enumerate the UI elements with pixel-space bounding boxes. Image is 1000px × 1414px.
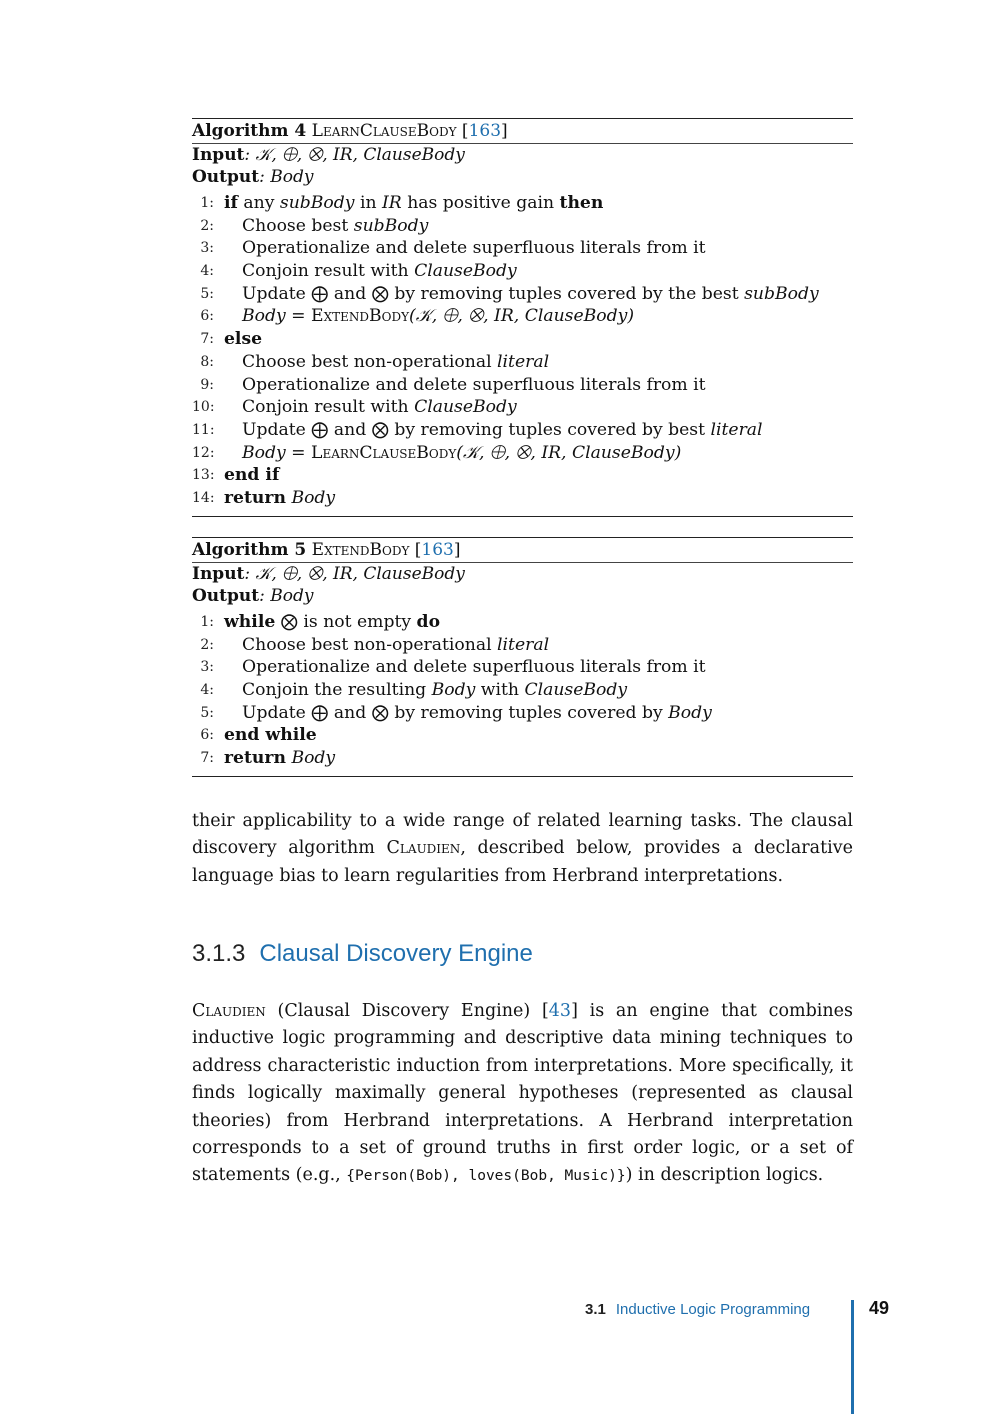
- ref-bracket: [: [414, 540, 422, 560]
- line-code: [242, 656, 706, 679]
- line-code: [224, 747, 335, 770]
- paragraph-claudien: [192, 998, 853, 1191]
- line-number: 11:: [192, 421, 215, 438]
- algorithm-line: [192, 656, 853, 679]
- algorithm-bottom-rule: [192, 776, 853, 777]
- code-token: in: [354, 193, 382, 213]
- line-number: 4:: [200, 263, 214, 280]
- ref-bracket: ]: [501, 121, 508, 141]
- code-token: Conjoin result with: [242, 397, 415, 418]
- algorithm-line: [192, 747, 853, 770]
- line-code: [224, 464, 279, 487]
- algorithm-line: [192, 464, 853, 487]
- code-token: return: [224, 748, 286, 769]
- output-label: Output: [192, 167, 260, 187]
- code-token: do: [416, 612, 441, 632]
- algorithm-5: [192, 537, 853, 777]
- line-code: [242, 634, 549, 657]
- code-token: literal: [497, 634, 550, 655]
- algorithm-line: [192, 283, 853, 306]
- code-token: subBody: [744, 283, 819, 304]
- line-number: 3:: [200, 659, 214, 676]
- line-code: [242, 305, 634, 328]
- line-number: 1:: [200, 195, 214, 211]
- code-token: Update ⨁ and ⨂ by removing tuples covered by best: [242, 419, 711, 440]
- code-token: Body: [668, 702, 712, 723]
- footer-section-title[interactable]: Inductive Logic Programming: [615, 1301, 811, 1318]
- line-number: 6:: [200, 727, 214, 744]
- algorithm-name: LearnClauseBody: [311, 121, 457, 141]
- line-number: 7:: [200, 750, 214, 767]
- algorithm-line: [192, 724, 853, 747]
- code-token: while: [224, 612, 276, 632]
- algorithm-line: [192, 305, 853, 328]
- algorithm-output: [192, 166, 853, 188]
- output-value: : Body: [259, 167, 314, 187]
- code-token: Choose best: [242, 215, 354, 236]
- code-token: IR: [382, 193, 402, 213]
- code-token: then: [559, 193, 604, 213]
- code-token: =: [285, 442, 312, 463]
- paragraph-text: (Clausal Discovery Engine) [: [265, 1001, 549, 1021]
- ref-bracket: ]: [453, 540, 461, 560]
- output-label: Output: [192, 586, 260, 606]
- code-token: has positive gain: [401, 193, 560, 213]
- code-token: literal: [497, 351, 550, 372]
- line-code: [242, 396, 517, 419]
- algorithm-line: [192, 442, 853, 465]
- running-footer: [585, 1301, 810, 1318]
- code-token: Conjoin the resulting: [242, 680, 432, 701]
- algorithm-line: [192, 487, 853, 510]
- line-number: 7:: [200, 331, 214, 348]
- system-name: Claudien: [192, 1001, 266, 1021]
- line-number: 2:: [200, 217, 214, 234]
- algorithm-line: [192, 237, 853, 260]
- algorithm-line: [192, 192, 853, 215]
- code-token: subBody: [353, 215, 429, 236]
- code-token: Body: [285, 748, 336, 769]
- algorithm-line: [192, 328, 853, 351]
- algorithm-bottom-rule: [192, 516, 853, 517]
- line-code: [224, 328, 262, 351]
- line-code: [242, 374, 706, 397]
- line-code: [242, 679, 627, 702]
- code-token: end if: [224, 465, 280, 486]
- algorithm-line: [192, 634, 853, 657]
- section-heading: [192, 938, 533, 970]
- code-token: Update ⨁ and ⨂ by removing tuples covered by the best: [242, 283, 745, 304]
- paragraph-text: ] is an engine that combines inductive logic programming and descriptive data mining techniques to address characteristic induction from interpretations. More specifically, it finds logically maximally general hypotheses (represented as clausal theories) from Herbrand interpretations. A Herbrand interpretation corresponds to a set of ground truths in first order logic, or a set of statements (e.g.,: [192, 1001, 853, 1186]
- line-code: [242, 215, 428, 238]
- code-token: ⨂ is not empty: [275, 612, 417, 632]
- line-code: [242, 237, 706, 260]
- input-label: Input: [192, 564, 245, 584]
- code-token: end while: [224, 725, 317, 746]
- algorithm-name: ExtendBody: [311, 540, 410, 560]
- footer-section-number: 3.1: [585, 1301, 606, 1318]
- code-token: ExtendBody: [311, 306, 410, 327]
- line-number: 9:: [200, 376, 214, 393]
- code-token: ClauseBody: [524, 680, 628, 701]
- line-number: 12:: [192, 444, 215, 461]
- code-token: =: [285, 306, 312, 327]
- code-token: ClauseBody: [414, 261, 517, 282]
- algorithm-label: Algorithm 5: [192, 540, 307, 560]
- algorithm-input: [192, 144, 853, 166]
- citation-link[interactable]: 163: [421, 540, 454, 560]
- line-code: [224, 192, 603, 215]
- line-code: [224, 724, 317, 747]
- citation-link[interactable]: 43: [548, 1001, 572, 1021]
- code-token: Operationalize and delete superfluous literals from it: [242, 374, 706, 395]
- paragraph-intro: [192, 808, 853, 890]
- code-token: return: [224, 487, 286, 508]
- algorithm-line: [192, 679, 853, 702]
- input-value: : 𝒦, ⨁, ⨂, IR, ClauseBody: [244, 145, 465, 165]
- code-token: Choose best non-operational: [242, 351, 498, 372]
- line-number: 8:: [200, 353, 214, 370]
- algorithm-line: [192, 396, 853, 419]
- line-number: 2:: [200, 636, 214, 653]
- code-token: Body: [285, 487, 336, 508]
- code-token: (𝒦, ⨁, ⨂, IR, ClauseBody): [409, 306, 635, 327]
- algorithm-caption: [192, 538, 853, 562]
- line-number: 5:: [200, 704, 214, 721]
- line-number: 5:: [200, 285, 214, 302]
- algorithm-line: [192, 215, 853, 238]
- algorithm-line: [192, 260, 853, 283]
- paragraph-text: , described below, provides a declarative language bias to learn regularities from Herbrand interpretations.: [192, 838, 853, 886]
- line-code: [242, 351, 549, 374]
- code-token: literal: [710, 419, 763, 440]
- line-code: [242, 419, 763, 442]
- algorithm-line: [192, 702, 853, 725]
- section-title[interactable]: Clausal Discovery Engine: [259, 940, 533, 967]
- algorithm-line: [192, 611, 853, 634]
- code-token: Body: [431, 680, 476, 701]
- input-label: Input: [192, 145, 245, 165]
- algorithm-caption: [192, 119, 853, 143]
- code-token: Conjoin result with: [242, 261, 415, 282]
- code-token: else: [224, 329, 263, 350]
- line-number: 13:: [192, 467, 215, 484]
- inline-code: {Person(Bob), loves(Bob, Music)}: [346, 1168, 626, 1185]
- algorithm-4: [192, 118, 853, 517]
- output-value: : Body: [259, 586, 314, 606]
- ref-bracket: [: [461, 121, 469, 141]
- page-number: 49: [869, 1298, 890, 1318]
- code-token: if: [224, 193, 238, 213]
- code-token: Body: [242, 442, 286, 463]
- algorithm-line: [192, 351, 853, 374]
- footer-divider: [851, 1300, 854, 1414]
- algorithm-input: [192, 563, 853, 585]
- code-token: ClauseBody: [414, 397, 517, 418]
- algorithm-line: [192, 374, 853, 397]
- code-token: (𝒦, ⨁, ⨂, IR, ClauseBody): [456, 442, 682, 463]
- algorithm-output: [192, 585, 853, 607]
- algorithm-line: [192, 419, 853, 442]
- citation-link[interactable]: 163: [468, 121, 502, 141]
- line-number: 14:: [192, 489, 215, 506]
- code-token: Update ⨁ and ⨂ by removing tuples covered by: [242, 702, 669, 723]
- code-token: Choose best non-operational: [242, 634, 498, 655]
- code-token: Operationalize and delete superfluous literals from it: [242, 657, 706, 678]
- line-number: 1:: [200, 614, 214, 630]
- line-code: [224, 487, 335, 510]
- input-value: : 𝒦, ⨁, ⨂, IR, ClauseBody: [244, 564, 465, 584]
- code-token: subBody: [279, 193, 355, 213]
- line-number: 6:: [200, 308, 214, 325]
- line-number: 10:: [192, 399, 215, 416]
- line-code: [242, 702, 712, 725]
- line-code: [242, 260, 517, 283]
- line-code: [242, 283, 819, 306]
- code-token: Operationalize and delete superfluous literals from it: [242, 238, 706, 259]
- algorithm-label: Algorithm 4: [192, 121, 307, 141]
- code-token: with: [475, 680, 525, 701]
- system-name: Claudien: [386, 838, 461, 859]
- code-token: any: [237, 193, 280, 213]
- code-token: LearnClauseBody: [311, 442, 457, 463]
- line-number: 4:: [200, 682, 214, 699]
- line-number: 3:: [200, 240, 214, 257]
- section-number: 3.1.3: [192, 940, 246, 967]
- paragraph-text: their applicability to a wide range of related learning tasks. The clausal discovery algorithm: [192, 811, 853, 859]
- line-code: [224, 611, 440, 634]
- line-code: [242, 442, 681, 465]
- paragraph-text: ) in description logics.: [625, 1165, 824, 1186]
- code-token: Body: [242, 306, 286, 327]
